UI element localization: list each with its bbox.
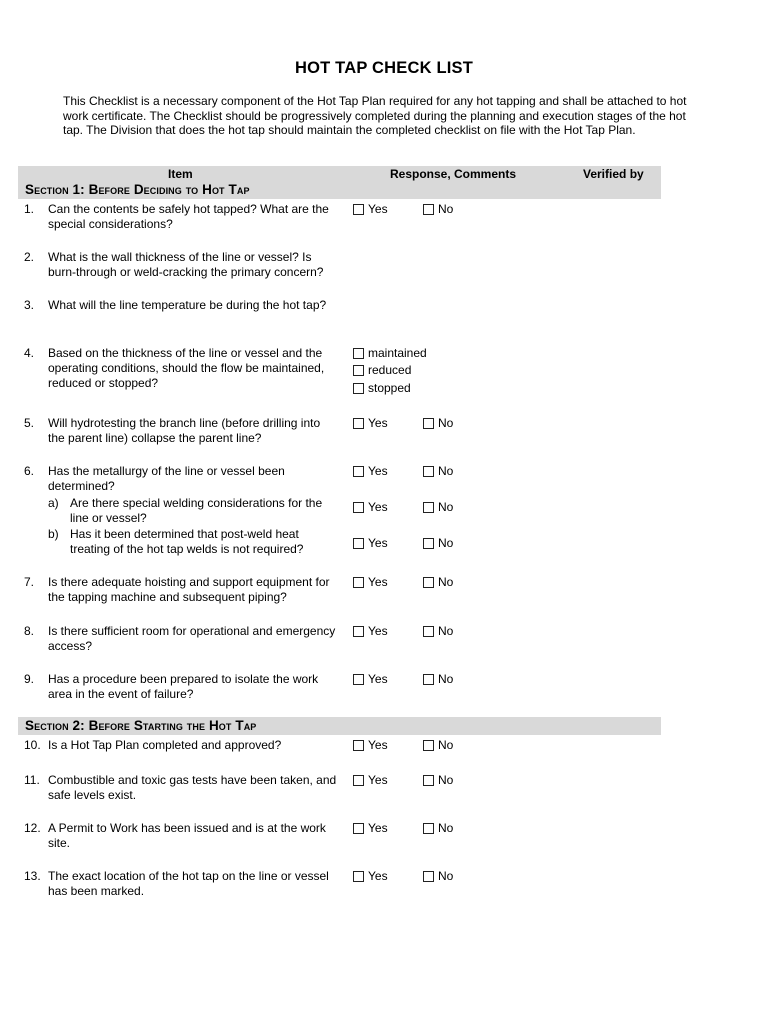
checkbox-icon xyxy=(353,502,364,513)
item-question: Will hydrotesting the branch line (before drilling into the parent line) collapse the parent line? xyxy=(48,416,321,445)
item-question: A Permit to Work has been issued and is at the work site. xyxy=(48,821,326,850)
checkbox-icon xyxy=(423,626,434,637)
checkbox-icon xyxy=(423,577,434,588)
yes-checkbox[interactable]: Yes xyxy=(353,500,388,514)
header-item: Item xyxy=(168,167,193,181)
checkbox-icon xyxy=(353,383,364,394)
item-question: Is a Hot Tap Plan completed and approved? xyxy=(48,738,282,752)
item-question: Can the contents be safely hot tapped? What are the special considerations? xyxy=(48,202,329,231)
no-checkbox[interactable]: No xyxy=(423,869,453,883)
page-title: HOT TAP CHECK LIST xyxy=(294,59,474,77)
item-number: 5. xyxy=(24,416,35,430)
checkbox-icon xyxy=(353,740,364,751)
checkbox-icon xyxy=(353,577,364,588)
yes-checkbox[interactable]: Yes xyxy=(353,575,388,589)
maintained-checkbox[interactable]: maintained xyxy=(353,346,427,360)
checkbox-icon xyxy=(353,466,364,477)
item-question: Combustible and toxic gas tests have been taken, and safe levels exist. xyxy=(48,773,337,802)
checkbox-icon xyxy=(423,502,434,513)
yes-checkbox[interactable]: Yes xyxy=(353,672,388,686)
item-number: 1. xyxy=(24,202,35,216)
checkbox-icon xyxy=(353,204,364,215)
checkbox-icon xyxy=(423,466,434,477)
item-number: 13. xyxy=(24,869,41,883)
checkbox-icon xyxy=(423,204,434,215)
yes-checkbox[interactable]: Yes xyxy=(353,464,388,478)
section-1-title: Section 1: Before Deciding to Hot Tap xyxy=(25,182,250,197)
checkbox-icon xyxy=(353,348,364,359)
checkbox-icon xyxy=(353,626,364,637)
intro-paragraph: This Checklist is a necessary component of the Hot Tap Plan required for any hot tapping and shall be attached to hot work certificate. The Checklist should be progressively completed during the planning and execution stages of the hot tap. The Division that does the hot tap should maintain the completed checklist on file with the Hot Tap Plan. xyxy=(63,94,687,138)
checkbox-icon xyxy=(353,365,364,376)
checkbox-icon xyxy=(423,674,434,685)
yes-checkbox[interactable]: Yes xyxy=(353,416,388,430)
no-checkbox[interactable]: No xyxy=(423,624,453,638)
header-verified: Verified by xyxy=(583,167,644,181)
yes-checkbox[interactable]: Yes xyxy=(353,773,388,787)
no-checkbox[interactable]: No xyxy=(423,738,453,752)
no-checkbox[interactable]: No xyxy=(423,416,453,430)
yes-checkbox[interactable]: Yes xyxy=(353,536,388,550)
item-question: Has the metallurgy of the line or vessel been determined? xyxy=(48,464,285,493)
checkbox-icon xyxy=(423,740,434,751)
item-question: What will the line temperature be during the hot tap? xyxy=(48,298,327,312)
sub-item-question: Are there special welding considerations for the line or vessel? xyxy=(70,496,323,525)
header-response: Response, Comments xyxy=(390,167,517,181)
yes-checkbox[interactable]: Yes xyxy=(353,624,388,638)
checkbox-icon xyxy=(423,823,434,834)
item-number: 9. xyxy=(24,672,35,686)
no-checkbox[interactable]: No xyxy=(423,464,453,478)
yes-checkbox[interactable]: Yes xyxy=(353,738,388,752)
yes-checkbox[interactable]: Yes xyxy=(353,821,388,835)
item-number: 4. xyxy=(24,346,35,360)
checkbox-icon xyxy=(353,418,364,429)
no-checkbox[interactable]: No xyxy=(423,773,453,787)
item-question: Is there adequate hoisting and support equipment for the tapping machine and subsequent piping? xyxy=(48,575,330,604)
item-number: 7. xyxy=(24,575,35,589)
checkbox-icon xyxy=(423,538,434,549)
no-checkbox[interactable]: No xyxy=(423,536,453,550)
item-question: Based on the thickness of the line or vessel and the operating conditions, should the flow be maintained, reduced or stopped? xyxy=(48,346,325,390)
section-2-header xyxy=(18,717,661,735)
no-checkbox[interactable]: No xyxy=(423,575,453,589)
section-1-header xyxy=(18,181,661,199)
sub-item-question: Has it been determined that post-weld heat treating of the hot tap welds is not required? xyxy=(70,527,304,556)
item-number: 10. xyxy=(24,738,41,752)
yes-checkbox[interactable]: Yes xyxy=(353,202,388,216)
item-question: The exact location of the hot tap on the line or vessel has been marked. xyxy=(48,869,329,898)
checkbox-icon xyxy=(423,871,434,882)
item-question: Is there sufficient room for operational and emergency access? xyxy=(48,624,336,653)
no-checkbox[interactable]: No xyxy=(423,202,453,216)
checkbox-icon xyxy=(353,538,364,549)
item-question: What is the wall thickness of the line or vessel? Is burn-through or weld-cracking the primary concern? xyxy=(48,250,324,279)
no-checkbox[interactable]: No xyxy=(423,672,453,686)
item-number: 11. xyxy=(24,773,40,787)
item-number: 3. xyxy=(24,298,35,312)
checkbox-icon xyxy=(353,823,364,834)
item-number: 6. xyxy=(24,464,35,478)
checkbox-icon xyxy=(353,871,364,882)
stopped-checkbox[interactable]: stopped xyxy=(353,381,411,395)
no-checkbox[interactable]: No xyxy=(423,500,453,514)
checkbox-icon xyxy=(353,674,364,685)
reduced-checkbox[interactable]: reduced xyxy=(353,363,411,377)
item-number: 12. xyxy=(24,821,41,835)
item-question: Has a procedure been prepared to isolate the work area in the event of failure? xyxy=(48,672,319,701)
yes-checkbox[interactable]: Yes xyxy=(353,869,388,883)
checkbox-icon xyxy=(353,775,364,786)
no-checkbox[interactable]: No xyxy=(423,821,453,835)
section-2-title: Section 2: Before Starting the Hot Tap xyxy=(25,718,257,733)
checkbox-icon xyxy=(423,775,434,786)
sub-item-letter: b) xyxy=(48,527,59,541)
item-number: 8. xyxy=(24,624,35,638)
item-number: 2. xyxy=(24,250,35,264)
sub-item-letter: a) xyxy=(48,496,59,510)
checkbox-icon xyxy=(423,418,434,429)
